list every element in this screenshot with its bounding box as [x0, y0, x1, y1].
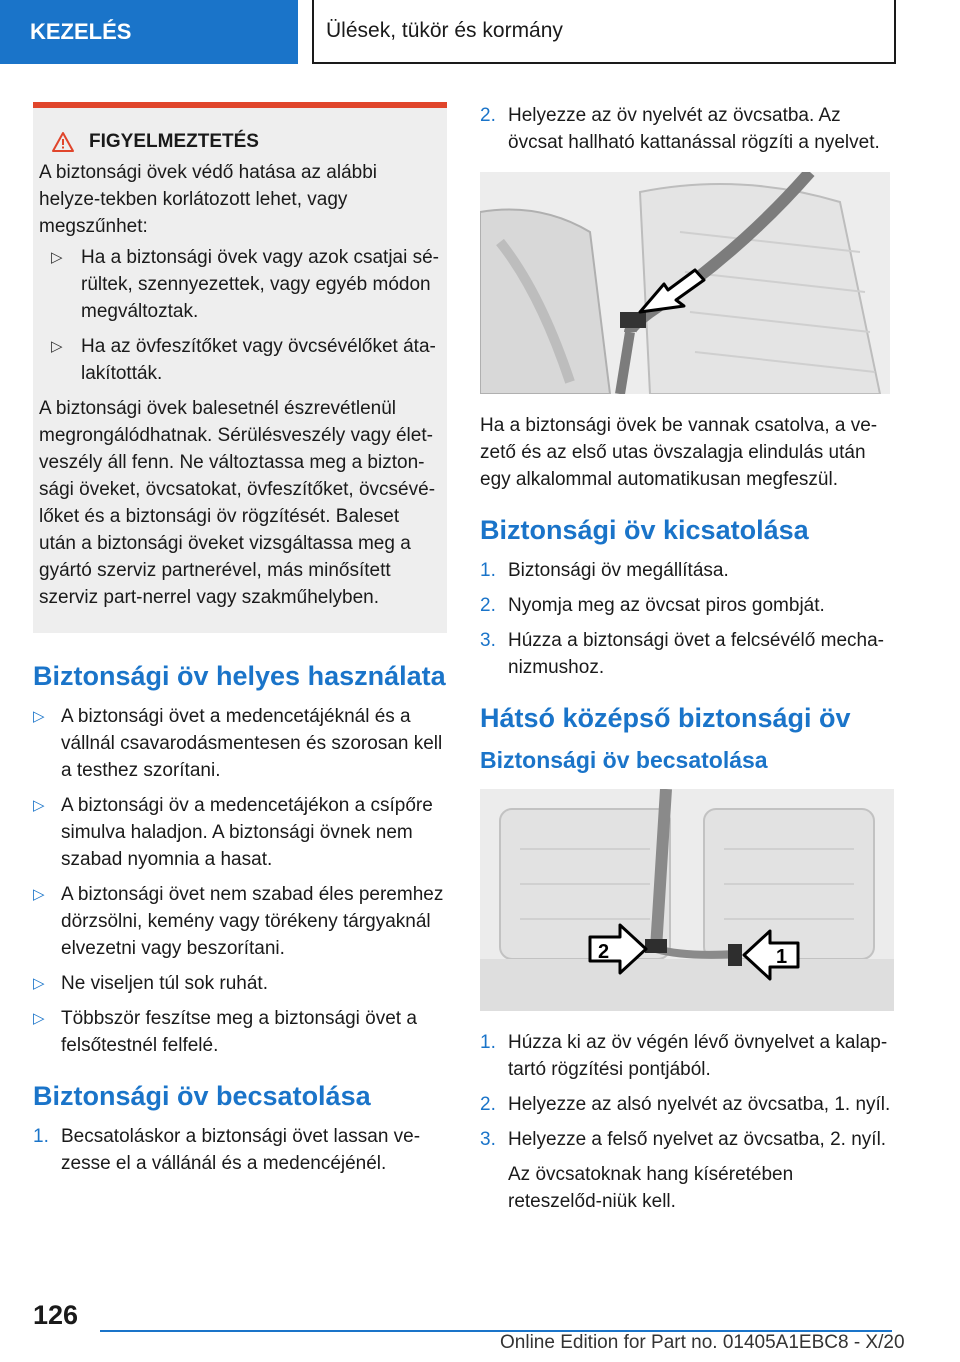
step-text: Helyezze a felső nyelvet az övcsatba, 2. nyíl. — [508, 1129, 887, 1150]
header-title: Ülések, tükör és kormány — [312, 0, 896, 64]
step-number: 1. — [480, 560, 496, 581]
list-item — [480, 627, 892, 681]
step-number: 3. — [480, 1129, 496, 1150]
right-column — [480, 102, 892, 1215]
fasten-steps — [33, 1123, 447, 1177]
list-item — [33, 703, 447, 784]
list-item — [33, 1123, 447, 1177]
triangle-bullet-icon: ▷ — [33, 975, 45, 992]
step-text: Húzza a biztonsági övet a felcsévélő mecha-nizmushoz. — [508, 630, 884, 678]
triangle-bullet-icon: ▷ — [33, 797, 45, 814]
section-heading-rear-center: Hátsó középső biztonsági öv — [480, 703, 851, 733]
list-item — [480, 592, 892, 619]
step-text: Húzza ki az öv végén lévő övnyelvet a kalap-tartó rögzítési pontjából. — [508, 1032, 888, 1080]
list-item-text: A biztonsági övet nem szabad éles peremhez dörzsölni, kemény vagy törékeny tárgyaknál elvezetni vagy beszorítani. — [61, 884, 444, 959]
footer-edition: Online Edition for Part no. 01405A1EBC8 - X/20 — [500, 1332, 905, 1353]
fasten-steps-continued — [480, 102, 892, 156]
triangle-bullet-icon: ▷ — [33, 1010, 45, 1027]
step-text: Helyezze az öv nyelvét az övcsatba. Az övcsat hallható kattanással rögzíti a nyelvet. — [508, 105, 880, 153]
list-item — [39, 244, 441, 325]
section-heading-fasten: Biztonsági öv becsatolása — [33, 1081, 371, 1111]
warning-intro: A biztonsági övek védő hatása az alábbi helyze-tekben korlátozott lehet, vagy megszűnhet: — [39, 162, 378, 237]
list-item-text: Többször feszítse meg a biztonsági övet a felsőtestnél felfelé. — [61, 1008, 417, 1056]
warning-triangle-icon — [51, 131, 75, 153]
section-heading-correct-use: Biztonsági öv helyes használata — [33, 661, 446, 691]
rear-fasten-steps — [480, 1029, 892, 1153]
list-item — [480, 557, 892, 584]
step-text: Helyezze az alsó nyelvét az övcsatba, 1. nyíl. — [508, 1094, 891, 1115]
triangle-bullet-icon: ▷ — [33, 708, 45, 725]
step-text: Biztonsági öv megállítása. — [508, 560, 729, 581]
warning-box — [33, 102, 447, 633]
rear-fasten-note: Az övcsatoknak hang kíséretében reteszelőd-niük kell. — [508, 1164, 794, 1212]
header-section-tab: KEZELÉS — [0, 0, 298, 64]
subheading-rear-fasten: Biztonsági öv becsatolása — [480, 747, 768, 773]
warning-bullet-list — [39, 244, 441, 387]
step-text: Becsatoláskor a biztonsági övet lassan ve-zesse el a vállánál és a medencéjénél. — [61, 1126, 421, 1174]
step-number: 2. — [480, 595, 496, 616]
front-seat-belt-illustration — [480, 172, 890, 394]
warning-body: A biztonsági övek balesetnél észrevétlenül megrongálódhatnak. Sérülésveszély vagy élet-veszély áll fenn. Ne változtassa meg a bizton-sági öveket, övcsatokat, övfeszítőket, övcsévé-lőket és a biztonsági öv rögzítését. Baleset után a biztonsági öveket vizsgáltassa meg a gyártó szerviz partnerével, más minősített szerviz part-nerrel vagy szakműhelyben. — [39, 398, 436, 608]
unfasten-steps — [480, 557, 892, 681]
list-item — [480, 1091, 892, 1118]
warning-heading — [51, 128, 441, 155]
list-item-text: A biztonsági övet a medencetájéknál és a vállnál csavarodásmentesen és szorosan kell a testhez szorítani. — [61, 706, 443, 781]
list-item — [480, 102, 892, 156]
list-item-text: Ne viseljen túl sok ruhát. — [61, 973, 268, 994]
triangle-bullet-icon: ▷ — [51, 338, 63, 355]
list-item — [480, 1029, 892, 1083]
list-item-text: Ha az övfeszítőket vagy övcsévélőket áta-lakították. — [81, 336, 436, 384]
warning-title: FIGYELMEZTETÉS — [89, 131, 259, 152]
step-text: Nyomja meg az övcsat piros gombját. — [508, 595, 825, 616]
rear-seat-belt-illustration — [480, 789, 894, 1011]
list-item — [33, 970, 447, 997]
list-item — [39, 333, 441, 387]
list-item — [33, 881, 447, 962]
step-number: 2. — [480, 1094, 496, 1115]
list-item-text: Ha a biztonsági övek vagy azok csatjai sé-rültek, szennyezettek, vagy egyéb módon megváltoztak. — [81, 247, 440, 322]
arrow-label-2: 2 — [598, 941, 610, 963]
step-number: 1. — [480, 1032, 496, 1053]
triangle-bullet-icon: ▷ — [33, 886, 45, 903]
page-number: 126 — [33, 1300, 79, 1330]
triangle-bullet-icon: ▷ — [51, 249, 63, 266]
left-column — [33, 102, 447, 1185]
arrow-label-1: 1 — [776, 946, 788, 968]
list-item — [480, 1126, 892, 1153]
list-item-text: A biztonsági öv a medencetájékon a csípőre simulva haladjon. A biztonsági övnek nem szabad nyomnia a hasat. — [61, 795, 433, 870]
list-item — [33, 1005, 447, 1059]
step-number: 3. — [480, 630, 496, 651]
fasten-note: Ha a biztonsági övek be vannak csatolva, a ve-zető és az első utas övszalagja elindulás után egy alkalommal automatikusan megfeszül. — [480, 415, 878, 490]
correct-use-list — [33, 703, 447, 1059]
list-item — [33, 792, 447, 873]
step-number: 2. — [480, 105, 496, 126]
section-heading-unfasten: Biztonsági öv kicsatolása — [480, 515, 809, 545]
step-number: 1. — [33, 1126, 49, 1147]
